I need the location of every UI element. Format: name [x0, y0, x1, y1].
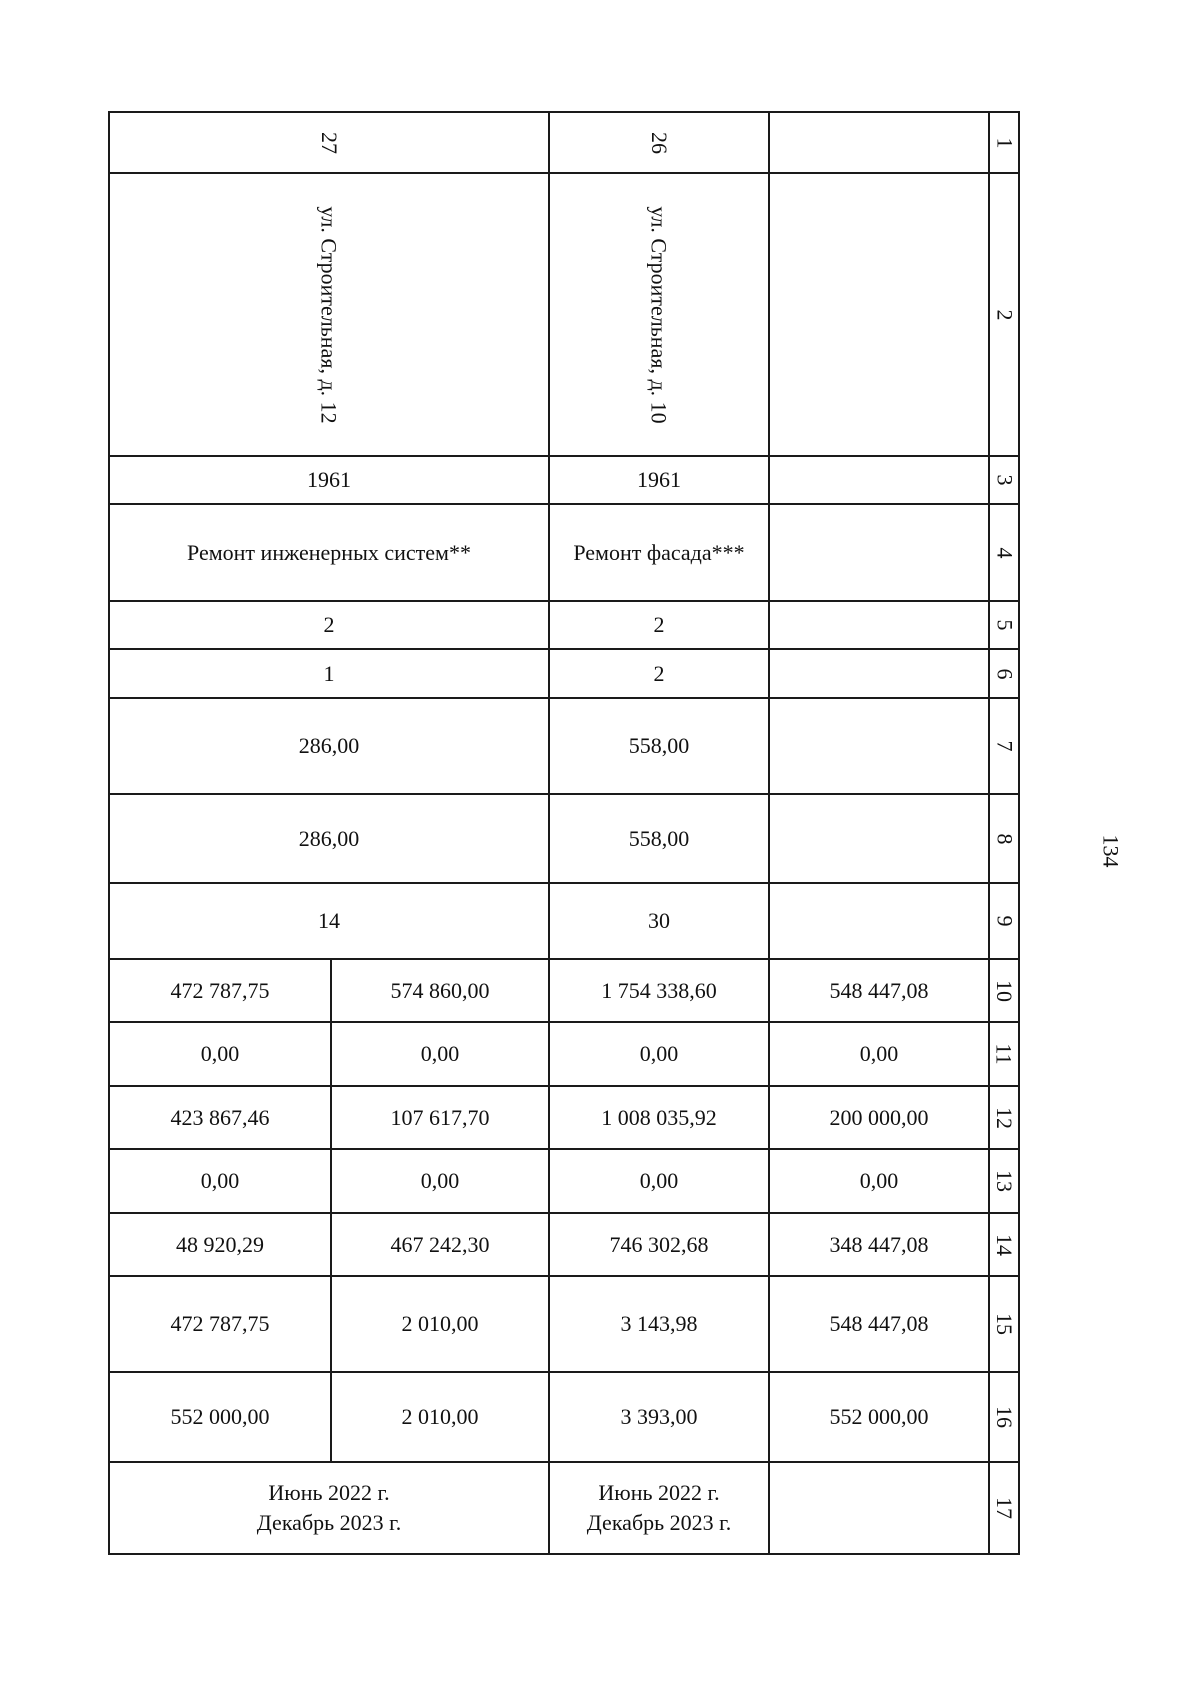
period-end: Декабрь 2023 г. — [256, 1510, 402, 1535]
col11-cell: 0,00 — [200, 1041, 240, 1066]
col10-cell: 1 754 338,60 — [601, 977, 717, 1003]
col13-cell: 0,00 — [200, 1168, 240, 1193]
col16-cell: 552 000,00 — [829, 1404, 929, 1429]
column-number — [990, 699, 1018, 793]
col8-cell: 558,00 — [628, 825, 690, 851]
year-cell: 1961 — [307, 467, 351, 492]
period-cell — [110, 1463, 548, 1553]
column-number-value: 11 — [992, 1043, 1017, 1065]
column-number — [990, 457, 1018, 503]
col15-cell: 3 143,98 — [620, 1311, 698, 1336]
column-number — [990, 1463, 1018, 1553]
col5-cell: 2 — [323, 612, 335, 637]
column-number-value: 6 — [992, 668, 1017, 679]
period-start: Июнь 2022 г. — [598, 1480, 720, 1505]
year-cell: 1961 — [637, 467, 681, 492]
column-number — [990, 650, 1018, 697]
column-number-value: 9 — [992, 915, 1017, 927]
address-cell — [110, 174, 548, 455]
col16-cell: 3 393,00 — [620, 1404, 698, 1429]
column-number-value: 10 — [992, 979, 1017, 1002]
column-number — [990, 1150, 1018, 1212]
row-number — [110, 113, 548, 172]
col13-cell: 0,00 — [639, 1168, 679, 1193]
col10-cell: 472 787,75 — [170, 977, 270, 1003]
address-value: ул. Строительная, д. 12 — [316, 205, 342, 424]
address-cell — [550, 174, 768, 455]
col11-cell: 0,00 — [639, 1041, 679, 1066]
col14-cell: 348 447,08 — [829, 1231, 929, 1257]
col16-cell: 552 000,00 — [170, 1404, 270, 1429]
col14-cell: 467 242,30 — [390, 1231, 490, 1257]
column-number — [990, 1277, 1018, 1371]
col15-cell: 548 447,08 — [829, 1311, 929, 1336]
column-number — [990, 113, 1018, 172]
col13-cell: 0,00 — [859, 1168, 899, 1193]
row-number-value: 26 — [647, 131, 672, 154]
col12-cell: 423 867,46 — [170, 1104, 270, 1130]
column-number-value: 2 — [992, 309, 1017, 320]
col9-cell: 14 — [318, 908, 340, 933]
column-number — [990, 602, 1018, 648]
column-number-value: 14 — [992, 1233, 1017, 1256]
column-number-value: 5 — [992, 619, 1017, 631]
column-number-value: 13 — [992, 1170, 1017, 1192]
col12-cell: 200 000,00 — [829, 1104, 929, 1130]
row-number-value: 27 — [317, 131, 342, 154]
column-number — [990, 1214, 1018, 1275]
column-number — [990, 1087, 1018, 1148]
period-start: Июнь 2022 г. — [268, 1480, 390, 1505]
col11-cell: 0,00 — [859, 1041, 899, 1066]
page-number: 134 — [1098, 834, 1124, 868]
column-number-value: 16 — [992, 1406, 1017, 1428]
column-number-value: 17 — [992, 1497, 1017, 1519]
col7-cell: 286,00 — [298, 733, 360, 758]
col14-cell: 48 920,29 — [176, 1231, 264, 1257]
column-number-value: 12 — [992, 1106, 1017, 1129]
column-number-value: 15 — [992, 1313, 1017, 1335]
col14-cell: 746 302,68 — [609, 1231, 709, 1257]
column-number — [990, 505, 1018, 600]
col9-cell: 30 — [648, 908, 670, 933]
column-number-value: 7 — [992, 740, 1017, 752]
column-number-value: 8 — [992, 833, 1017, 844]
col7-cell: 558,00 — [628, 733, 690, 758]
col15-cell: 2 010,00 — [401, 1311, 479, 1336]
column-number-value: 3 — [992, 474, 1017, 486]
column-number-value: 1 — [992, 137, 1017, 148]
column-number — [990, 1373, 1018, 1461]
col12-cell: 107 617,70 — [390, 1104, 490, 1130]
column-number — [990, 795, 1018, 882]
table-border — [108, 1553, 1020, 1555]
column-number-value: 4 — [992, 547, 1017, 558]
column-number — [990, 174, 1018, 455]
col15-cell: 472 787,75 — [170, 1311, 270, 1336]
work-type-cell: Ремонт фасада*** — [573, 539, 745, 565]
column-number — [990, 884, 1018, 958]
col6-cell: 2 — [653, 660, 665, 686]
address-value: ул. Строительная, д. 10 — [646, 205, 672, 424]
col11-cell: 0,00 — [420, 1041, 460, 1066]
period-end: Декабрь 2023 г. — [586, 1510, 732, 1535]
period-cell — [550, 1463, 768, 1553]
col6-cell: 1 — [323, 660, 335, 686]
work-type-cell: Ремонт инженерных систем** — [187, 539, 471, 565]
col10-cell: 574 860,00 — [390, 977, 490, 1003]
col8-cell: 286,00 — [298, 825, 360, 851]
col5-cell: 2 — [653, 612, 665, 637]
col16-cell: 2 010,00 — [401, 1404, 479, 1429]
col13-cell: 0,00 — [420, 1168, 460, 1193]
col10-cell: 548 447,08 — [829, 977, 929, 1003]
column-number — [990, 960, 1018, 1021]
row-number — [550, 113, 768, 172]
col12-cell: 1 008 035,92 — [601, 1104, 717, 1130]
column-number — [990, 1023, 1018, 1085]
